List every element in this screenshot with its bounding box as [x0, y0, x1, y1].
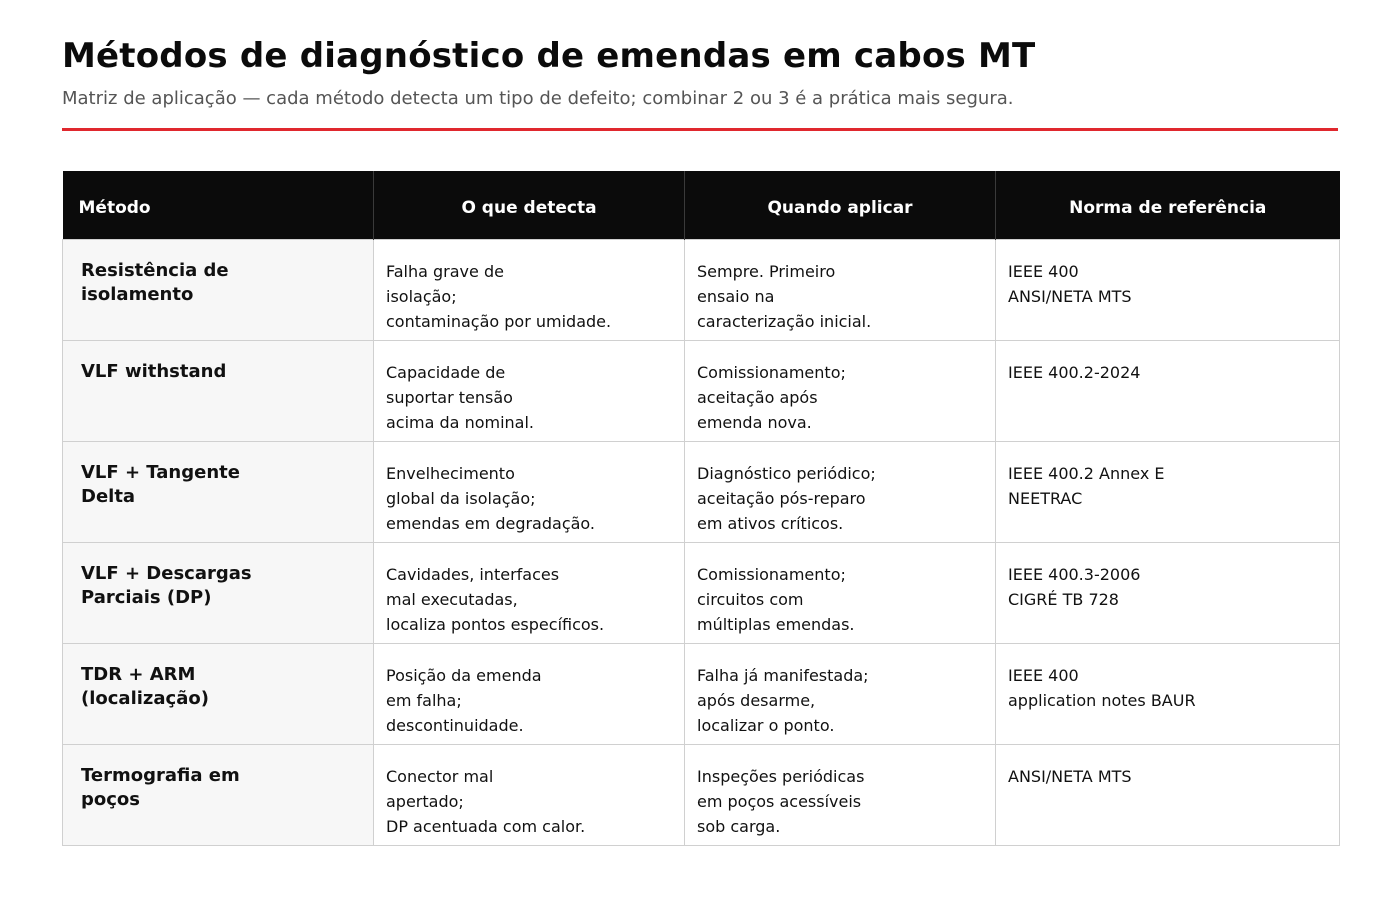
table-row	[63, 542, 1340, 643]
when-cell: Sempre. Primeiro ensaio na caracterização inicial.	[685, 239, 996, 340]
accent-divider	[62, 128, 1338, 131]
method-cell: Termografia em poços	[63, 744, 374, 845]
table-row	[63, 441, 1340, 542]
column-header-when: Quando aplicar	[685, 171, 996, 239]
table-row	[63, 340, 1340, 441]
detects-cell: Cavidades, interfaces mal executadas, localiza pontos específicos.	[374, 542, 685, 643]
column-header-norm: Norma de referência	[996, 171, 1340, 239]
when-cell: Comissionamento; circuitos com múltiplas emendas.	[685, 542, 996, 643]
detects-cell: Falha grave de isolação; contaminação por umidade.	[374, 239, 685, 340]
when-cell: Falha já manifestada; após desarme, localizar o ponto.	[685, 643, 996, 744]
norm-cell: ANSI/NETA MTS	[996, 744, 1340, 845]
table-row	[63, 643, 1340, 744]
detects-cell: Envelhecimento global da isolação; emendas em degradação.	[374, 441, 685, 542]
method-cell: VLF + Tangente Delta	[63, 441, 374, 542]
norm-cell: IEEE 400.3-2006 CIGRÉ TB 728	[996, 542, 1340, 643]
method-cell: Resistência de isolamento	[63, 239, 374, 340]
method-cell: VLF withstand	[63, 340, 374, 441]
norm-cell: IEEE 400.2 Annex E NEETRAC	[996, 441, 1340, 542]
page-title: Métodos de diagnóstico de emendas em cabos MT	[62, 36, 1036, 76]
column-header-detects: O que detecta	[374, 171, 685, 239]
table-row	[63, 744, 1340, 845]
when-cell: Inspeções periódicas em poços acessíveis sob carga.	[685, 744, 996, 845]
norm-cell: IEEE 400 application notes BAUR	[996, 643, 1340, 744]
when-cell: Diagnóstico periódico; aceitação pós-reparo em ativos críticos.	[685, 441, 996, 542]
when-cell: Comissionamento; aceitação após emenda nova.	[685, 340, 996, 441]
detects-cell: Conector mal apertado; DP acentuada com calor.	[374, 744, 685, 845]
column-header-method: Método	[63, 171, 374, 239]
norm-cell: IEEE 400 ANSI/NETA MTS	[996, 239, 1340, 340]
table-row	[63, 239, 1340, 340]
table-header-row	[63, 171, 1340, 239]
detects-cell: Posição da emenda em falha; descontinuidade.	[374, 643, 685, 744]
detects-cell: Capacidade de suportar tensão acima da nominal.	[374, 340, 685, 441]
norm-cell: IEEE 400.2-2024	[996, 340, 1340, 441]
method-cell: VLF + Descargas Parciais (DP)	[63, 542, 374, 643]
page-subtitle: Matriz de aplicação — cada método detecta um tipo de defeito; combinar 2 ou 3 é a prática mais segura.	[62, 88, 1014, 109]
diagnostic-matrix-table	[62, 171, 1340, 846]
method-cell: TDR + ARM (localização)	[63, 643, 374, 744]
